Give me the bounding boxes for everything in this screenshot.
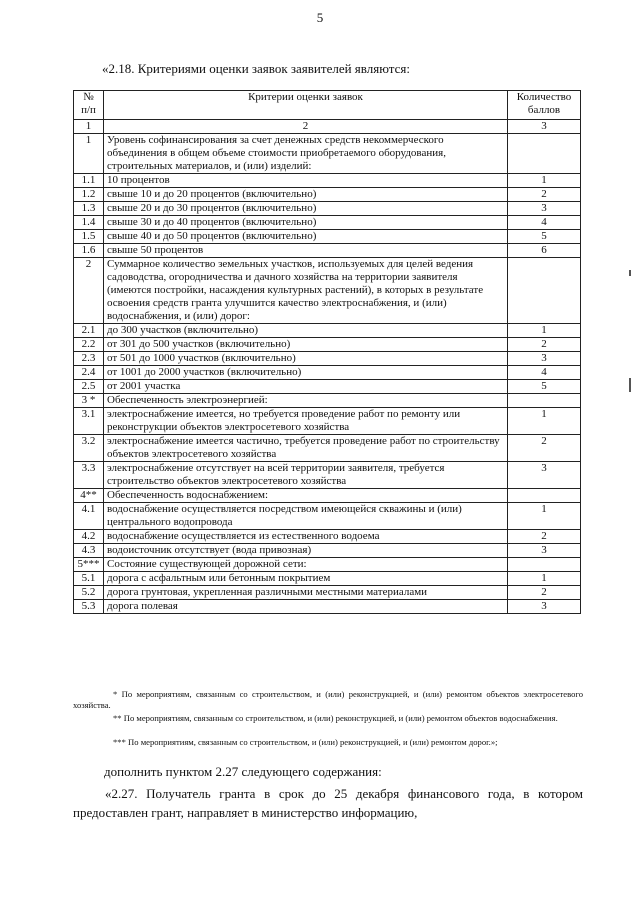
row-criteria: до 300 участков (включительно): [104, 324, 508, 338]
table-row: [74, 202, 581, 216]
footnote-2: ** По мероприятиям, связанным со строительством, и (или) реконструкцией, и (или) ремонтом объектов водоснабжения.: [113, 713, 558, 723]
table-row: [74, 435, 581, 462]
row-score: 4: [508, 366, 581, 380]
row-score: [508, 558, 581, 572]
row-score: [508, 489, 581, 503]
row-num: 4.3: [74, 544, 104, 558]
table-row: [74, 600, 581, 614]
row-num: 1.3: [74, 202, 104, 216]
row-criteria: 10 процентов: [104, 174, 508, 188]
table-row: [74, 134, 581, 174]
table-row: [74, 544, 581, 558]
row-criteria: Состояние существующей дорожной сети:: [104, 558, 508, 572]
table-row: [74, 586, 581, 600]
table-row: [74, 530, 581, 544]
table-row: [74, 462, 581, 489]
row-criteria: водоснабжение осуществляется из естественного водоема: [104, 530, 508, 544]
row-criteria: дорога грунтовая, укрепленная различными местными материалами: [104, 586, 508, 600]
row-score: 6: [508, 244, 581, 258]
row-criteria: свыше 10 и до 20 процентов (включительно): [104, 188, 508, 202]
table-row: [74, 572, 581, 586]
row-score: 5: [508, 380, 581, 394]
row-score: 1: [508, 408, 581, 435]
row-criteria: Обеспеченность водоснабжением:: [104, 489, 508, 503]
row-score: 1: [508, 572, 581, 586]
row-num: 5***: [74, 558, 104, 572]
table-row: [74, 216, 581, 230]
row-criteria: электроснабжение отсутствует на всей территории заявителя, требуется строительство объектов электросетевого хозяйства: [104, 462, 508, 489]
criteria-table: [73, 90, 581, 614]
table-row: [74, 174, 581, 188]
row-score: 1: [508, 503, 581, 530]
row-score: 3: [508, 544, 581, 558]
row-num: 4.2: [74, 530, 104, 544]
row-criteria: электроснабжение имеется, но требуется проведение работ по ремонту или реконструкции объектов электросетевого хозяйства: [104, 408, 508, 435]
row-num: 1: [74, 134, 104, 174]
row-num: 1.1: [74, 174, 104, 188]
row-criteria: свыше 50 процентов: [104, 244, 508, 258]
body-line-1: дополнить пунктом 2.27 следующего содержания:: [104, 764, 382, 779]
row-criteria: Обеспеченность электроэнергией:: [104, 394, 508, 408]
row-num: 2.3: [74, 352, 104, 366]
row-num: 1.4: [74, 216, 104, 230]
row-num: 3.3: [74, 462, 104, 489]
row-score: 3: [508, 600, 581, 614]
row-criteria: Суммарное количество земельных участков, используемых для целей ведения садоводства, огородничества и дачного хозяйства на территории заявителя (имеются постройки, насаждения культурных растений), в которых в результате освоения средств гранта улучшится качество электроснабжения, и (или) водоснабжения, и (или) дорог:: [104, 258, 508, 324]
row-criteria: свыше 40 и до 50 процентов (включительно): [104, 230, 508, 244]
table-row: [74, 324, 581, 338]
table-row: [74, 503, 581, 530]
row-num: 4.1: [74, 503, 104, 530]
row-num: 2.4: [74, 366, 104, 380]
row-criteria: Уровень софинансирования за счет денежных средств некоммерческого объединения в общем объеме стоимости приобретаемого оборудования, строительных материалов, и (или) изделий:: [104, 134, 508, 174]
row-score: [508, 394, 581, 408]
row-score: 2: [508, 530, 581, 544]
row-num: 5.3: [74, 600, 104, 614]
row-criteria: дорога полевая: [104, 600, 508, 614]
row-num: 5.2: [74, 586, 104, 600]
table-row: [74, 489, 581, 503]
row-score: [508, 134, 581, 174]
table-header-row: [74, 91, 581, 120]
row-criteria: свыше 20 и до 30 процентов (включительно): [104, 202, 508, 216]
row-score: 4: [508, 216, 581, 230]
table-row: [74, 408, 581, 435]
body-paragraph-2: «2.27. Получатель гранта в срок до 25 декабря финансового года, в котором предоставлен грант, направляет в министерство информацию,: [73, 786, 583, 820]
row-num: 2.5: [74, 380, 104, 394]
row-score: 2: [508, 435, 581, 462]
row-criteria: водоисточник отсутствует (вода привозная): [104, 544, 508, 558]
row-score: 3: [508, 202, 581, 216]
row-score: 5: [508, 230, 581, 244]
row-num: 2.1: [74, 324, 104, 338]
table-row: [74, 258, 581, 324]
section-heading: «2.18. Критериями оценки заявок заявителей являются:: [102, 61, 410, 76]
table-row: [74, 338, 581, 352]
index-score: 3: [508, 120, 581, 134]
footnote-1: * По мероприятиям, связанным со строительством, и (или) реконструкцией, и (или) ремонтом объектов электросетевого хозяйства.: [73, 689, 583, 710]
row-score: 2: [508, 586, 581, 600]
table-row: [74, 352, 581, 366]
table-row: [74, 230, 581, 244]
row-criteria: водоснабжение осуществляется посредством имеющейся скважины и (или) центрального водопровода: [104, 503, 508, 530]
row-num: 5.1: [74, 572, 104, 586]
row-score: 3: [508, 352, 581, 366]
scan-edge-mark: [629, 378, 631, 392]
header-num: № п/п: [74, 91, 104, 120]
row-score: 2: [508, 338, 581, 352]
row-criteria: дорога с асфальтным или бетонным покрытием: [104, 572, 508, 586]
row-criteria: электроснабжение имеется частично, требуется проведение работ по строительству объектов электросетевого хозяйства: [104, 435, 508, 462]
row-criteria: от 1001 до 2000 участков (включительно): [104, 366, 508, 380]
index-num: 1: [74, 120, 104, 134]
row-num: 3.1: [74, 408, 104, 435]
table-row: [74, 558, 581, 572]
row-criteria: свыше 30 и до 40 процентов (включительно): [104, 216, 508, 230]
row-num: 2: [74, 258, 104, 324]
row-score: 1: [508, 174, 581, 188]
header-criteria: Критерии оценки заявок: [104, 91, 508, 120]
page-number: 5: [316, 10, 324, 25]
row-score: 3: [508, 462, 581, 489]
table-row: [74, 188, 581, 202]
header-score: Количество баллов: [508, 91, 581, 120]
row-num: 1.5: [74, 230, 104, 244]
row-criteria: от 501 до 1000 участков (включительно): [104, 352, 508, 366]
row-criteria: от 2001 участка: [104, 380, 508, 394]
index-criteria: 2: [104, 120, 508, 134]
scan-edge-mark: [629, 270, 631, 276]
row-criteria: от 301 до 500 участков (включительно): [104, 338, 508, 352]
row-score: [508, 258, 581, 324]
table-row: [74, 244, 581, 258]
row-score: 2: [508, 188, 581, 202]
footnote-3: *** По мероприятиям, связанным со строительством, и (или) реконструкцией, и (или) ремонтом дорог.»;: [113, 737, 498, 747]
row-num: 2.2: [74, 338, 104, 352]
table-row: [74, 380, 581, 394]
row-num: 1.2: [74, 188, 104, 202]
row-score: 1: [508, 324, 581, 338]
table-row: [74, 394, 581, 408]
row-num: 4**: [74, 489, 104, 503]
row-num: 3 *: [74, 394, 104, 408]
row-num: 3.2: [74, 435, 104, 462]
table-index-row: [74, 120, 581, 134]
row-num: 1.6: [74, 244, 104, 258]
table-row: [74, 366, 581, 380]
